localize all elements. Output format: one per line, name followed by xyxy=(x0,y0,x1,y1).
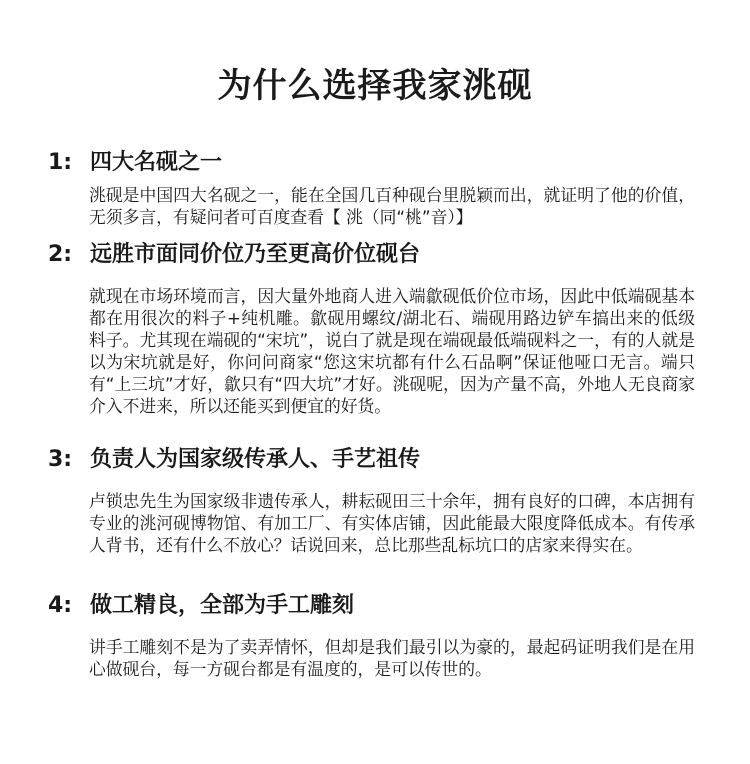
section-heading xyxy=(48,591,354,621)
section-body: 讲手工雕刻不是为了卖弄情怀，但却是我们最引以为豪的，最起码证明我们是在用心做砚台，每一方砚台都是有温度的，是可以传世的。 xyxy=(89,637,695,679)
page-title: 为什么选择我家洮砚 xyxy=(217,66,533,106)
section-body: 洮砚是中国四大名砚之一，能在全国几百种砚台里脱颖而出，就证明了他的价值，无须多言，有疑问者可百度查看【 洮（同“桃”音）】 xyxy=(89,185,695,227)
section-number: 1: xyxy=(48,150,73,175)
section-body: 卢锁忠先生为国家级非遗传承人，耕耘砚田三十余年，拥有良好的口碑，本店拥有专业的洮河砚博物馆、有加工厂、有实体店铺，因此能最大限度降低成本。有传承人背书，还有什么不放心？话说回来，总比那些乱标坑口的店家来得实在。 xyxy=(89,491,695,555)
section-title: 负责人为国家级传承人、手艺祖传 xyxy=(90,447,421,472)
section-title: 四大名砚之一 xyxy=(90,150,223,175)
section-body: 就现在市场环境而言，因大量外地商人进入端歙砚低价位市场，因此中低端砚基本都在用很次的料子+纯机雕。歙砚用螺纹/湖北石、端砚用路边铲车搞出来的低级料子。尤其现在端砚的“宋坑”，说白了就是现在端砚最低端砚料之一，有的人就是以为宋坑就是好，你问问商家“您这宋坑都有什么石品啊”保证他哑口无言。端只有“上三坑”才好，歙只有“四大坑”才好。洮砚呢，因为产量不高，外地人无良商家介入不进来，所以还能买到便宜的好货。 xyxy=(89,286,695,416)
section-heading xyxy=(48,240,420,270)
section-title: 做工精良，全部为手工雕刻 xyxy=(90,593,355,618)
section-heading xyxy=(48,445,420,475)
section-title: 远胜市面同价位乃至更高价位砚台 xyxy=(90,242,421,267)
section-heading xyxy=(48,148,222,178)
section-number: 3: xyxy=(48,447,73,472)
section-number: 4: xyxy=(48,593,73,618)
section-number: 2: xyxy=(48,242,73,267)
